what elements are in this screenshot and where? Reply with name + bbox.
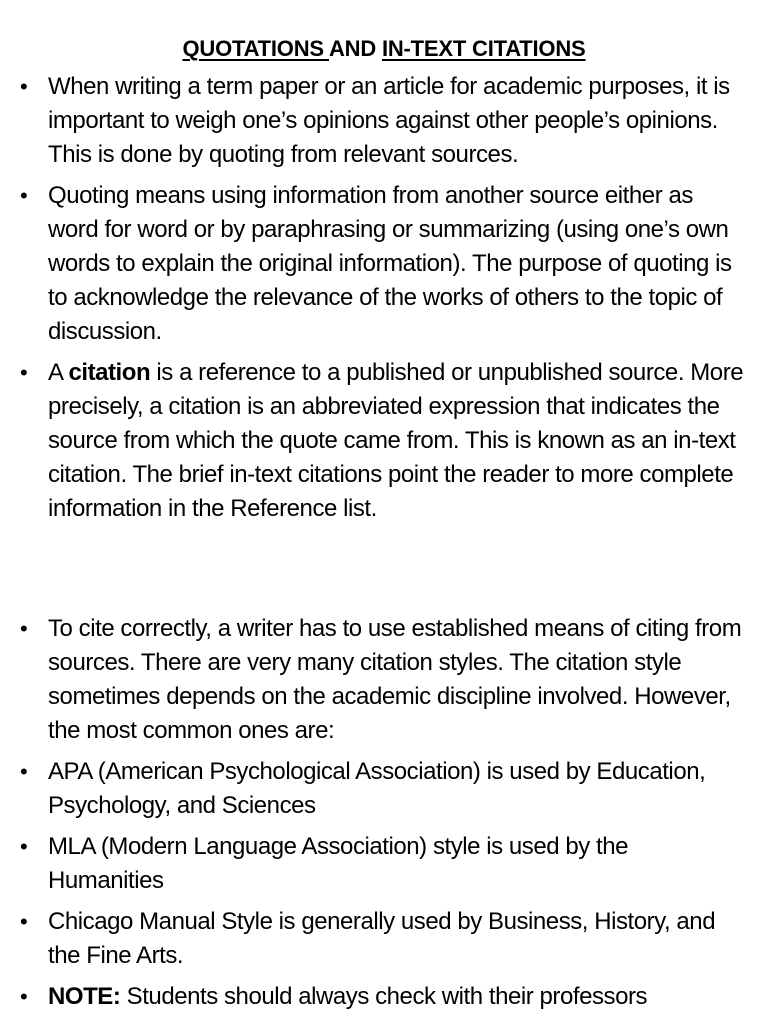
title-and: AND [328,36,382,61]
bullet-note-label: NOTE: [48,983,121,1010]
bullet-text: Quoting means using information from another source either as word for word or by paraphrasing or summarizing (using one’s own words to explain the original information). The purpose of quoting is to acknowledge the relevance of the works of others to the topic of discussion. [48,182,732,345]
bullet-icon: • [20,74,28,99]
list-item [0,830,768,898]
list-item [0,980,768,1014]
bullet-text: To cite correctly, a writer has to use established means of citing from sources. There are very many citation styles. The citation style sometimes depends on the academic discipline involved. However, the most common ones are: [48,615,742,744]
bullet-icon: • [20,834,28,859]
bullet-text-prefix: A [48,359,69,386]
list-item [0,612,768,748]
bullet-icon: • [20,909,28,934]
bullet-icon: • [20,759,28,784]
bullet-icon: • [20,616,28,641]
list-item [0,179,768,349]
list-item [0,905,768,973]
title-quotations: QUOTATIONS [182,36,329,61]
bullet-text: Students should always check with their professors [120,983,648,1010]
bullet-icon: • [20,984,28,1009]
title-in-text-citations: IN-TEXT CITATIONS [381,36,586,61]
bullet-list-upper [0,70,768,526]
bullet-text: Chicago Manual Style is generally used by Business, History, and the Fine Arts. [48,908,716,969]
list-item [0,356,768,526]
bullet-term-citation: citation [68,359,151,386]
page-title [0,34,768,64]
bullet-text: MLA (Modern Language Association) style is used by the Humanities [48,833,629,894]
bullet-icon: • [20,360,28,385]
bullet-list-lower [0,612,768,1014]
bullet-text: APA (American Psychological Association) is used by Education, Psychology, and Sciences [48,758,706,819]
bullet-text: When writing a term paper or an article for academic purposes, it is important to weigh one’s opinions against other people’s opinions. This is done by quoting from relevant sources. [48,73,730,168]
bullet-block-upper [0,70,768,575]
list-item [0,70,768,172]
list-item [0,755,768,823]
bullet-text: is a reference to a published or unpublished source. More precisely, a citation is an abbreviated expression that indicates the source from which the quote came from. This is known as an in-text citation. The brief in-text citations point the reader to more complete information in the Reference list. [48,359,744,522]
bullet-icon: • [20,183,28,208]
bullet-block-lower [0,612,768,1024]
